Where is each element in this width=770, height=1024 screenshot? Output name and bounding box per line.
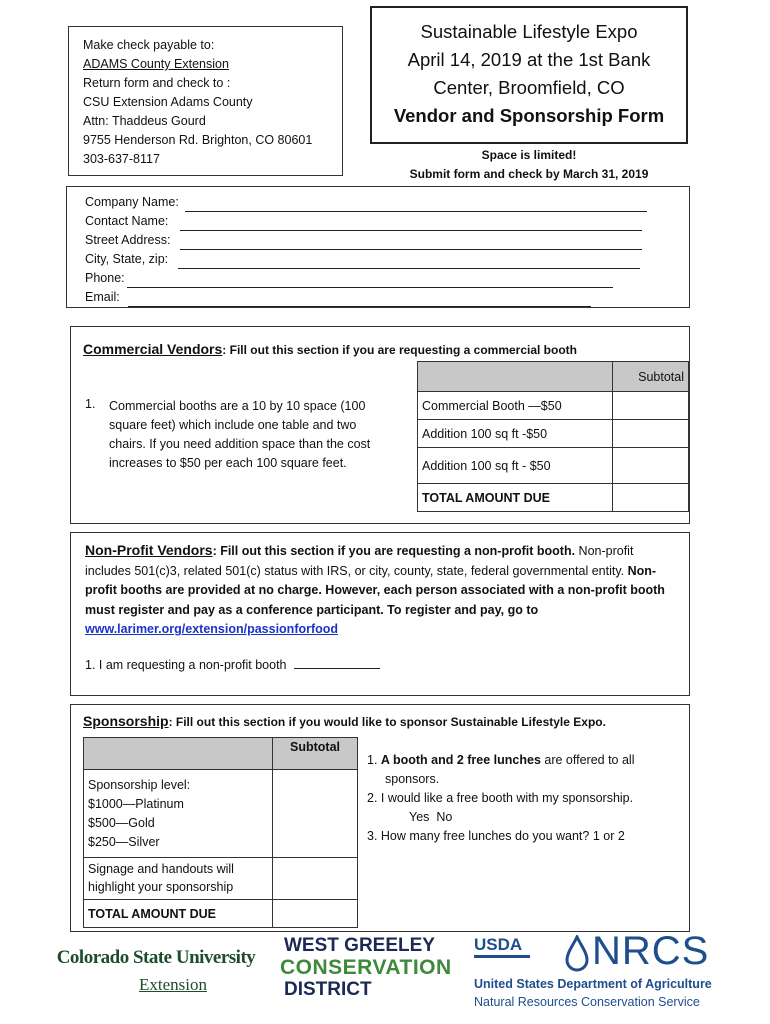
payment-line: Make check payable to: [83,38,215,52]
register-link[interactable]: www.larimer.org/extension/passionforfood [85,622,339,636]
contact-label: Contact Name: [85,214,169,228]
table-row [84,900,358,928]
csu-logo [46,947,266,995]
city-label: City, State, zip: [85,252,169,266]
fee-label: Addition 100 sq ft -$50 [418,420,613,448]
city-row [85,250,671,269]
contact-info-box [66,186,690,308]
subtotal-cell[interactable] [613,420,689,448]
form-title: Vendor and Sponsorship Form [393,105,665,126]
phone-label: Phone: [85,271,125,285]
nonprofit-title: Non-Profit Vendors [85,542,213,558]
question-2-options[interactable]: Yes No [409,810,453,824]
sponsorship-questions [367,751,687,846]
city-field[interactable] [178,255,640,269]
street-field[interactable] [180,236,642,250]
notice-space: Space is limited! [481,148,577,162]
csu-name: Colorado State University [56,947,256,968]
commercial-heading [83,341,577,357]
street-label: Street Address: [85,233,171,247]
email-label: Email: [85,290,120,304]
contact-field[interactable] [180,217,642,231]
fee-label: Addition 100 sq ft - $50 [418,448,613,484]
total-label: TOTAL AMOUNT DUE [418,484,613,512]
payment-info-box [68,26,343,176]
contact-row [85,212,671,231]
sponsorship-subtitle: : Fill out this section if you would like to sponsor Sustainable Lifestyle Expo. [168,715,606,729]
email-field[interactable] [128,293,591,307]
event-date: April 14, 2019 at the 1st Bank [407,49,651,70]
company-field[interactable] [185,198,647,212]
commercial-subtitle: : Fill out this section if you are requesting a commercial booth [222,343,578,357]
subtotal-cell[interactable] [273,858,358,900]
payment-line: 9755 Henderson Rd. Brighton, CO 80601 [83,133,313,147]
sponsorship-level-label: Sponsorship level: [88,777,191,792]
phone-field[interactable] [127,274,613,288]
notice [370,146,688,184]
nrcs-service: Natural Resources Conservation Service [474,995,700,1009]
event-location: Center, Broomfield, CO [433,77,625,98]
nonprofit-conditions: Non-profit booths are provided at no charge. However, each person associated with a non-profit booth must register and pay as a conference participant. To register and pay, go to [85,563,665,617]
nonprofit-eligibility: Non-profit includes 501(c)3, related 501(c) status with IRS, or city, county, state, federal governmental entity. [85,544,634,578]
water-drop-icon [564,935,590,973]
sponsorship-heading [83,713,606,729]
fee-label: Commercial Booth —$50 [418,392,613,420]
commercial-title: Commercial Vendors [83,341,223,357]
level-platinum: $1000—Platinum [88,796,184,811]
wgcd-line2: CONSERVATION [280,956,452,979]
subtotal-header: Subtotal [273,738,358,770]
wgcd-line3: DISTRICT [284,979,372,1000]
payment-line: Attn: Thaddeus Gourd [83,114,206,128]
table-row [84,738,358,770]
commercial-item-number: 1. [85,397,96,411]
question-1-rest: are offered to all [540,753,635,767]
nrcs-mark: NRCS [592,929,710,973]
question-1-number: 1. [367,753,378,767]
commercial-section [70,326,690,524]
logo-strip [40,929,740,1020]
signage-text: Signage and handouts will highlight your sponsorship [84,858,273,900]
payment-line: CSU Extension Adams County [83,95,253,109]
nonprofit-section [70,532,690,696]
commercial-item-text: Commercial booths are a 10 by 10 space (100 square feet) which include one table and two chairs. If you need addition space than the cost increases to $50 per each 100 square feet. [109,399,371,470]
table-row [418,420,689,448]
table-row [418,362,689,392]
table-row [418,448,689,484]
wgcd-logo [280,935,450,1001]
email-row [85,288,671,307]
payment-line: Return form and check to : [83,76,231,90]
company-row [85,193,671,212]
table-row [418,484,689,512]
total-cell[interactable] [613,484,689,512]
question-1 [367,751,687,770]
question-1-bold: A booth and 2 free lunches [380,753,541,767]
question-3[interactable]: 3. How many free lunches do you want? 1 or 2 [367,829,625,843]
subtotal-cell[interactable] [613,392,689,420]
table-row [84,858,358,900]
payment-line: 303-637-8117 [83,152,160,166]
nonprofit-request-field[interactable] [294,656,380,669]
total-label: TOTAL AMOUNT DUE [84,900,273,928]
phone-row [85,269,671,288]
commercial-table [417,361,689,512]
company-label: Company Name: [85,195,179,209]
table-row [418,392,689,420]
subtotal-header: Subtotal [613,362,689,392]
sponsorship-table [83,737,358,928]
street-row [85,231,671,250]
table-row [84,770,358,858]
csu-extension: Extension [139,975,207,994]
level-gold: $500—Gold [88,815,155,830]
sponsorship-title: Sponsorship [83,713,169,729]
wgcd-line1: WEST GREELEY [284,935,435,956]
usda-department: United States Department of Agriculture [474,977,712,991]
nonprofit-item-text: 1. I am requesting a non-profit booth [85,657,287,672]
event-title: Sustainable Lifestyle Expo [420,21,638,42]
title-box [370,6,688,144]
sponsorship-section [70,704,690,932]
total-cell[interactable] [273,900,358,928]
notice-deadline: Submit form and check by March 31, 2019 [409,167,649,181]
question-1-line2: sponsors. [385,772,440,786]
question-2: 2. I would like a free booth with my sponsorship. [367,791,634,805]
subtotal-cell[interactable] [613,448,689,484]
subtotal-cell[interactable] [273,770,358,858]
level-silver: $250—Silver [88,834,160,849]
payment-line: ADAMS County Extension [83,57,229,71]
usda-mark: USDA [474,935,530,958]
nonprofit-paragraph [85,541,675,640]
nonprofit-item [85,656,675,676]
nonprofit-subtitle: : Fill out this section if you are requesting a non-profit booth. [212,544,576,558]
